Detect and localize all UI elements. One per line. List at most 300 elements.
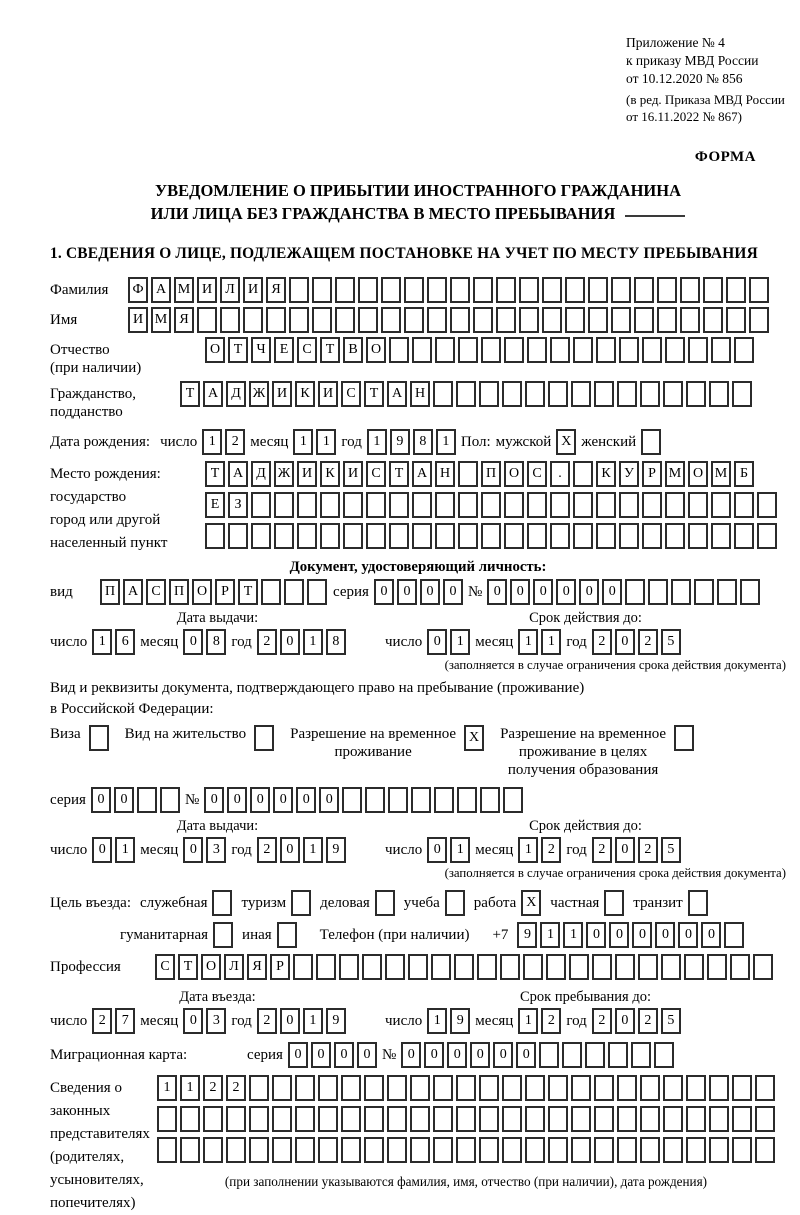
form-cell[interactable]	[297, 523, 317, 549]
form-cell[interactable]	[500, 954, 520, 980]
form-cell[interactable]	[277, 922, 297, 948]
form-cell[interactable]	[427, 277, 447, 303]
form-cell[interactable]	[503, 787, 523, 813]
form-cell[interactable]	[456, 1075, 476, 1101]
form-cell[interactable]	[640, 1137, 660, 1163]
form-cell[interactable]	[249, 1106, 269, 1132]
form-cell[interactable]: С	[155, 954, 175, 980]
form-cell[interactable]: М	[665, 461, 685, 487]
form-cell[interactable]	[205, 523, 225, 549]
form-cell[interactable]: 0	[487, 579, 507, 605]
form-cell[interactable]	[157, 1137, 177, 1163]
form-cell[interactable]: 3	[206, 837, 226, 863]
form-cell[interactable]	[548, 1075, 568, 1101]
form-cell[interactable]: А	[151, 277, 171, 303]
form-cell[interactable]	[364, 1137, 384, 1163]
form-cell[interactable]: У	[619, 461, 639, 487]
form-cell[interactable]: 1	[157, 1075, 177, 1101]
form-cell[interactable]	[404, 277, 424, 303]
form-cell[interactable]	[364, 1106, 384, 1132]
form-cell[interactable]	[411, 787, 431, 813]
form-cell[interactable]	[703, 277, 723, 303]
form-cell[interactable]: И	[197, 277, 217, 303]
form-cell[interactable]: 5	[661, 837, 681, 863]
form-cell[interactable]: И	[272, 381, 292, 407]
form-cell[interactable]: Р	[270, 954, 290, 980]
form-cell[interactable]	[525, 1106, 545, 1132]
form-cell[interactable]	[220, 307, 240, 333]
form-cell[interactable]	[435, 337, 455, 363]
form-cell[interactable]: 1	[540, 922, 560, 948]
form-cell[interactable]: 0	[586, 922, 606, 948]
form-cell[interactable]	[749, 277, 769, 303]
form-cell[interactable]	[562, 1042, 582, 1068]
form-cell[interactable]	[525, 381, 545, 407]
form-cell[interactable]: 2	[92, 1008, 112, 1034]
form-cell[interactable]	[548, 381, 568, 407]
form-cell[interactable]	[456, 1106, 476, 1132]
form-cell[interactable]: 0	[296, 787, 316, 813]
form-cell[interactable]: И	[243, 277, 263, 303]
form-cell[interactable]	[592, 954, 612, 980]
form-cell[interactable]	[456, 1137, 476, 1163]
form-cell[interactable]	[573, 461, 593, 487]
form-cell[interactable]: 0	[470, 1042, 490, 1068]
form-cell[interactable]: 1	[436, 429, 456, 455]
form-cell[interactable]	[481, 337, 501, 363]
form-cell[interactable]: X	[521, 890, 541, 916]
form-cell[interactable]: 5	[661, 1008, 681, 1034]
form-cell[interactable]	[732, 1075, 752, 1101]
form-cell[interactable]: Ч	[251, 337, 271, 363]
form-cell[interactable]	[180, 1137, 200, 1163]
form-cell[interactable]	[686, 1137, 706, 1163]
form-cell[interactable]: 1	[427, 1008, 447, 1034]
form-cell[interactable]	[389, 523, 409, 549]
form-cell[interactable]	[596, 337, 616, 363]
form-cell[interactable]: 1	[293, 429, 313, 455]
form-cell[interactable]	[435, 492, 455, 518]
form-cell[interactable]: 1	[450, 837, 470, 863]
form-cell[interactable]	[527, 492, 547, 518]
form-cell[interactable]	[381, 307, 401, 333]
form-cell[interactable]: X	[556, 429, 576, 455]
form-cell[interactable]	[594, 1137, 614, 1163]
form-cell[interactable]: С	[146, 579, 166, 605]
form-cell[interactable]	[640, 1106, 660, 1132]
form-cell[interactable]	[707, 954, 727, 980]
form-cell[interactable]	[617, 1075, 637, 1101]
form-cell[interactable]	[688, 523, 708, 549]
form-cell[interactable]	[617, 1137, 637, 1163]
form-cell[interactable]	[588, 307, 608, 333]
form-cell[interactable]	[550, 492, 570, 518]
form-cell[interactable]: 9	[326, 1008, 346, 1034]
form-cell[interactable]	[542, 277, 562, 303]
form-cell[interactable]: И	[297, 461, 317, 487]
form-cell[interactable]	[709, 1137, 729, 1163]
form-cell[interactable]	[458, 337, 478, 363]
form-cell[interactable]	[571, 1075, 591, 1101]
form-cell[interactable]: 0	[510, 579, 530, 605]
form-cell[interactable]	[212, 890, 232, 916]
form-cell[interactable]	[709, 381, 729, 407]
form-cell[interactable]	[389, 337, 409, 363]
form-cell[interactable]	[734, 492, 754, 518]
form-cell[interactable]	[688, 492, 708, 518]
form-cell[interactable]: 9	[450, 1008, 470, 1034]
form-cell[interactable]	[519, 277, 539, 303]
form-cell[interactable]	[412, 337, 432, 363]
form-cell[interactable]	[307, 579, 327, 605]
form-cell[interactable]	[366, 492, 386, 518]
form-cell[interactable]: 0	[183, 1008, 203, 1034]
form-cell[interactable]	[434, 787, 454, 813]
form-cell[interactable]	[527, 523, 547, 549]
form-cell[interactable]: 1	[303, 629, 323, 655]
form-cell[interactable]	[648, 579, 668, 605]
form-cell[interactable]	[709, 1075, 729, 1101]
form-cell[interactable]: А	[228, 461, 248, 487]
form-cell[interactable]	[251, 523, 271, 549]
form-cell[interactable]: 1	[541, 629, 561, 655]
form-cell[interactable]	[320, 523, 340, 549]
form-cell[interactable]: 2	[225, 429, 245, 455]
form-cell[interactable]	[477, 954, 497, 980]
form-cell[interactable]	[410, 1137, 430, 1163]
form-cell[interactable]: Ф	[128, 277, 148, 303]
form-cell[interactable]: Н	[410, 381, 430, 407]
form-cell[interactable]: 1	[303, 1008, 323, 1034]
form-cell[interactable]	[502, 1137, 522, 1163]
form-cell[interactable]	[755, 1137, 775, 1163]
form-cell[interactable]	[638, 954, 658, 980]
form-cell[interactable]: А	[123, 579, 143, 605]
form-cell[interactable]: 5	[661, 629, 681, 655]
form-cell[interactable]: 0	[280, 837, 300, 863]
form-cell[interactable]	[410, 1075, 430, 1101]
form-cell[interactable]	[375, 890, 395, 916]
form-cell[interactable]	[631, 1042, 651, 1068]
form-cell[interactable]: О	[688, 461, 708, 487]
form-cell[interactable]: 2	[638, 837, 658, 863]
form-cell[interactable]	[686, 1075, 706, 1101]
form-cell[interactable]	[594, 1106, 614, 1132]
form-cell[interactable]: М	[711, 461, 731, 487]
form-cell[interactable]	[539, 1042, 559, 1068]
form-cell[interactable]	[546, 954, 566, 980]
form-cell[interactable]	[732, 1137, 752, 1163]
form-cell[interactable]	[661, 954, 681, 980]
form-cell[interactable]	[571, 381, 591, 407]
form-cell[interactable]: 1	[367, 429, 387, 455]
form-cell[interactable]	[458, 461, 478, 487]
form-cell[interactable]	[571, 1106, 591, 1132]
form-cell[interactable]: А	[412, 461, 432, 487]
form-cell[interactable]	[502, 1075, 522, 1101]
form-cell[interactable]: 2	[257, 1008, 277, 1034]
form-cell[interactable]	[585, 1042, 605, 1068]
form-cell[interactable]: 2	[592, 1008, 612, 1034]
form-cell[interactable]	[254, 725, 274, 751]
form-cell[interactable]	[596, 492, 616, 518]
form-cell[interactable]: .	[550, 461, 570, 487]
form-cell[interactable]	[89, 725, 109, 751]
form-cell[interactable]	[686, 1106, 706, 1132]
form-cell[interactable]	[312, 307, 332, 333]
form-cell[interactable]	[726, 307, 746, 333]
form-cell[interactable]: 0	[288, 1042, 308, 1068]
form-cell[interactable]	[272, 1106, 292, 1132]
form-cell[interactable]	[433, 1137, 453, 1163]
form-cell[interactable]: 0	[678, 922, 698, 948]
form-cell[interactable]	[358, 277, 378, 303]
form-cell[interactable]: 0	[273, 787, 293, 813]
form-cell[interactable]: Т	[364, 381, 384, 407]
form-cell[interactable]: Т	[205, 461, 225, 487]
form-cell[interactable]: 1	[115, 837, 135, 863]
form-cell[interactable]: 0	[227, 787, 247, 813]
form-cell[interactable]	[665, 523, 685, 549]
form-cell[interactable]	[571, 1137, 591, 1163]
form-cell[interactable]: 7	[115, 1008, 135, 1034]
form-cell[interactable]: Л	[220, 277, 240, 303]
form-cell[interactable]	[318, 1106, 338, 1132]
form-cell[interactable]	[550, 523, 570, 549]
form-cell[interactable]: А	[387, 381, 407, 407]
form-cell[interactable]	[445, 890, 465, 916]
form-cell[interactable]	[663, 1137, 683, 1163]
form-cell[interactable]: 0	[493, 1042, 513, 1068]
form-cell[interactable]	[479, 1137, 499, 1163]
form-cell[interactable]: 1	[316, 429, 336, 455]
form-cell[interactable]	[228, 523, 248, 549]
form-cell[interactable]: 2	[541, 1008, 561, 1034]
form-cell[interactable]	[502, 381, 522, 407]
form-cell[interactable]	[611, 307, 631, 333]
form-cell[interactable]	[203, 1137, 223, 1163]
form-cell[interactable]: Т	[180, 381, 200, 407]
form-cell[interactable]	[289, 277, 309, 303]
form-cell[interactable]	[665, 492, 685, 518]
form-cell[interactable]: 0	[427, 629, 447, 655]
form-cell[interactable]: 1	[518, 629, 538, 655]
form-cell[interactable]	[755, 1106, 775, 1132]
form-cell[interactable]: 0	[516, 1042, 536, 1068]
form-cell[interactable]: 1	[450, 629, 470, 655]
form-cell[interactable]: О	[201, 954, 221, 980]
form-cell[interactable]: 0	[401, 1042, 421, 1068]
form-cell[interactable]	[619, 337, 639, 363]
form-cell[interactable]	[525, 1137, 545, 1163]
form-cell[interactable]	[732, 1106, 752, 1132]
form-cell[interactable]	[640, 1075, 660, 1101]
form-cell[interactable]: 0	[420, 579, 440, 605]
form-cell[interactable]: 1	[202, 429, 222, 455]
form-cell[interactable]	[335, 307, 355, 333]
form-cell[interactable]	[454, 954, 474, 980]
form-cell[interactable]	[611, 277, 631, 303]
form-cell[interactable]	[295, 1106, 315, 1132]
form-cell[interactable]: С	[297, 337, 317, 363]
form-cell[interactable]: 0	[556, 579, 576, 605]
form-cell[interactable]	[594, 1075, 614, 1101]
form-cell[interactable]	[387, 1106, 407, 1132]
form-cell[interactable]	[226, 1106, 246, 1132]
form-cell[interactable]	[565, 307, 585, 333]
form-cell[interactable]	[709, 1106, 729, 1132]
form-cell[interactable]	[608, 1042, 628, 1068]
form-cell[interactable]	[481, 523, 501, 549]
form-cell[interactable]	[525, 1075, 545, 1101]
form-cell[interactable]: 0	[114, 787, 134, 813]
form-cell[interactable]: 0	[334, 1042, 354, 1068]
form-cell[interactable]	[569, 954, 589, 980]
form-cell[interactable]: Л	[224, 954, 244, 980]
form-cell[interactable]: 0	[447, 1042, 467, 1068]
form-cell[interactable]: 0	[424, 1042, 444, 1068]
form-cell[interactable]: М	[151, 307, 171, 333]
form-cell[interactable]	[343, 523, 363, 549]
form-cell[interactable]	[197, 307, 217, 333]
form-cell[interactable]: 0	[357, 1042, 377, 1068]
form-cell[interactable]: Т	[228, 337, 248, 363]
form-cell[interactable]	[548, 1137, 568, 1163]
form-cell[interactable]	[404, 307, 424, 333]
form-cell[interactable]	[341, 1106, 361, 1132]
form-cell[interactable]: Д	[226, 381, 246, 407]
form-cell[interactable]	[504, 523, 524, 549]
form-cell[interactable]: 1	[518, 837, 538, 863]
form-cell[interactable]	[711, 523, 731, 549]
form-cell[interactable]	[320, 492, 340, 518]
form-cell[interactable]	[389, 492, 409, 518]
form-cell[interactable]: Т	[320, 337, 340, 363]
form-cell[interactable]: 6	[115, 629, 135, 655]
form-cell[interactable]	[473, 277, 493, 303]
form-cell[interactable]	[381, 277, 401, 303]
form-cell[interactable]	[365, 787, 385, 813]
form-cell[interactable]: Ж	[274, 461, 294, 487]
form-cell[interactable]	[226, 1137, 246, 1163]
form-cell[interactable]: В	[343, 337, 363, 363]
form-cell[interactable]	[657, 277, 677, 303]
form-cell[interactable]	[137, 787, 157, 813]
form-cell[interactable]	[297, 492, 317, 518]
form-cell[interactable]	[362, 954, 382, 980]
form-cell[interactable]	[573, 492, 593, 518]
form-cell[interactable]	[527, 337, 547, 363]
form-cell[interactable]: П	[481, 461, 501, 487]
form-cell[interactable]: Д	[251, 461, 271, 487]
form-cell[interactable]	[641, 429, 661, 455]
form-cell[interactable]: П	[169, 579, 189, 605]
form-cell[interactable]	[289, 307, 309, 333]
form-cell[interactable]: И	[128, 307, 148, 333]
form-cell[interactable]	[619, 523, 639, 549]
form-cell[interactable]: К	[596, 461, 616, 487]
form-cell[interactable]	[274, 492, 294, 518]
form-cell[interactable]	[266, 307, 286, 333]
form-cell[interactable]: С	[527, 461, 547, 487]
form-cell[interactable]: 2	[592, 629, 612, 655]
form-cell[interactable]: 3	[206, 1008, 226, 1034]
form-cell[interactable]: 1	[303, 837, 323, 863]
form-cell[interactable]: К	[320, 461, 340, 487]
form-cell[interactable]: 2	[638, 1008, 658, 1034]
form-cell[interactable]: 0	[602, 579, 622, 605]
form-cell[interactable]	[596, 523, 616, 549]
form-cell[interactable]: 0	[91, 787, 111, 813]
form-cell[interactable]: 0	[615, 1008, 635, 1034]
form-cell[interactable]: 0	[374, 579, 394, 605]
form-cell[interactable]: Р	[215, 579, 235, 605]
form-cell[interactable]	[450, 277, 470, 303]
form-cell[interactable]	[642, 337, 662, 363]
form-cell[interactable]	[291, 890, 311, 916]
form-cell[interactable]	[703, 307, 723, 333]
form-cell[interactable]: 8	[206, 629, 226, 655]
form-cell[interactable]	[458, 523, 478, 549]
form-cell[interactable]	[573, 337, 593, 363]
form-cell[interactable]: С	[366, 461, 386, 487]
form-cell[interactable]: 1	[518, 1008, 538, 1034]
form-cell[interactable]	[274, 523, 294, 549]
form-cell[interactable]: 2	[541, 837, 561, 863]
form-cell[interactable]: Б	[734, 461, 754, 487]
form-cell[interactable]	[479, 1075, 499, 1101]
form-cell[interactable]	[358, 307, 378, 333]
form-cell[interactable]	[757, 492, 777, 518]
form-cell[interactable]	[157, 1106, 177, 1132]
form-cell[interactable]: Е	[205, 492, 225, 518]
form-cell[interactable]	[160, 787, 180, 813]
form-cell[interactable]	[634, 307, 654, 333]
form-cell[interactable]	[588, 277, 608, 303]
form-cell[interactable]	[732, 381, 752, 407]
form-cell[interactable]: И	[318, 381, 338, 407]
form-cell[interactable]	[433, 381, 453, 407]
form-cell[interactable]	[594, 381, 614, 407]
form-cell[interactable]: Н	[435, 461, 455, 487]
form-cell[interactable]	[249, 1137, 269, 1163]
form-cell[interactable]	[295, 1137, 315, 1163]
form-cell[interactable]	[680, 307, 700, 333]
form-cell[interactable]	[740, 579, 760, 605]
form-cell[interactable]	[674, 725, 694, 751]
form-cell[interactable]	[753, 954, 773, 980]
form-cell[interactable]	[364, 1075, 384, 1101]
form-cell[interactable]: 0	[615, 837, 635, 863]
form-cell[interactable]: О	[366, 337, 386, 363]
form-cell[interactable]	[427, 307, 447, 333]
form-cell[interactable]	[665, 337, 685, 363]
form-cell[interactable]	[642, 523, 662, 549]
form-cell[interactable]	[341, 1137, 361, 1163]
form-cell[interactable]: Т	[238, 579, 258, 605]
form-cell[interactable]	[684, 954, 704, 980]
form-cell[interactable]	[293, 954, 313, 980]
form-cell[interactable]: Т	[389, 461, 409, 487]
form-cell[interactable]	[717, 579, 737, 605]
form-cell[interactable]	[431, 954, 451, 980]
form-cell[interactable]: 0	[632, 922, 652, 948]
form-cell[interactable]	[410, 1106, 430, 1132]
form-cell[interactable]	[724, 922, 744, 948]
form-cell[interactable]: М	[174, 277, 194, 303]
form-cell[interactable]: 0	[615, 629, 635, 655]
form-cell[interactable]	[387, 1075, 407, 1101]
